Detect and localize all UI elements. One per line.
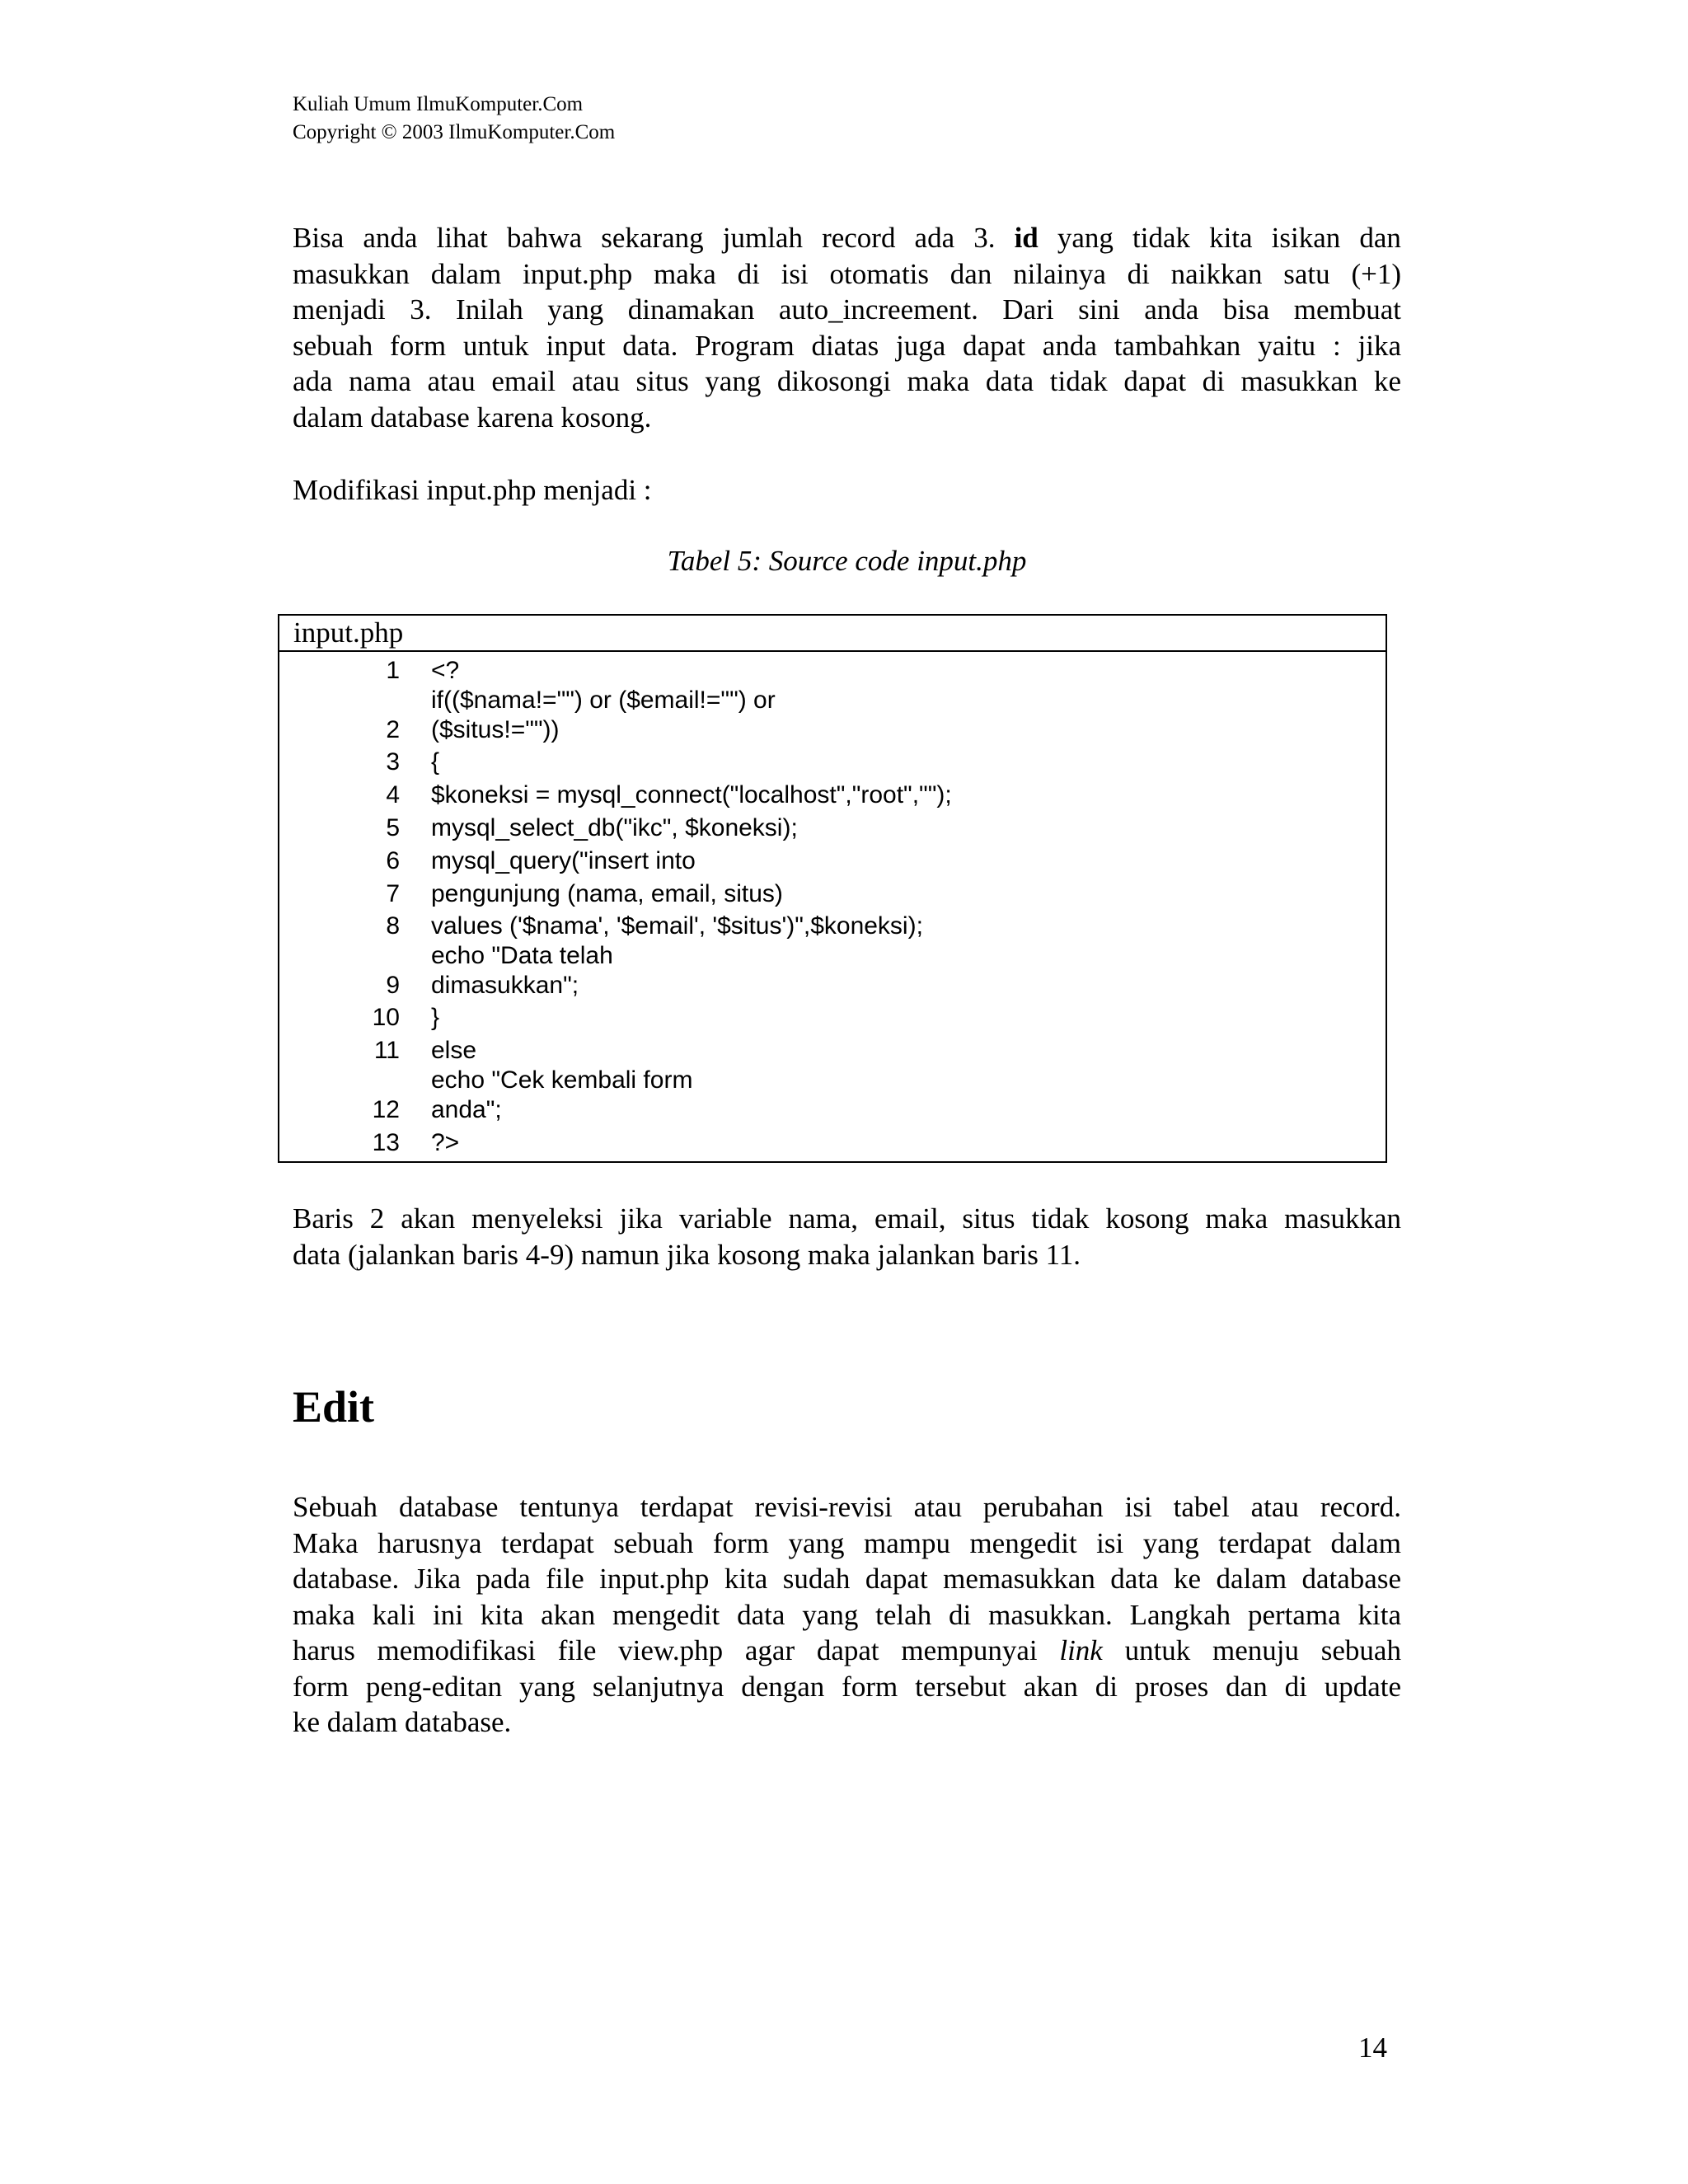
- word: mempunyai: [901, 1634, 1038, 1666]
- code-text: dimasukkan";: [431, 972, 579, 999]
- code-line: [279, 911, 1386, 942]
- code-text: anda";: [431, 1096, 502, 1123]
- paragraph-line: Maka harusnya terdapat sebuah form yang mampu mengedit isi yang terdapat dalam: [293, 1526, 1401, 1559]
- header-line-1: Kuliah Umum IlmuKomputer.Com: [293, 93, 584, 115]
- code-text: mysql_query("insert into: [431, 847, 696, 874]
- line-number: 2: [386, 716, 400, 743]
- code-line: [279, 1035, 1386, 1066]
- paragraph-line: ada nama atau email atau situs yang dikosongi maka data tidak dapat di masukkan ke: [293, 365, 1401, 397]
- word: isikan: [1271, 222, 1341, 254]
- code-text: {: [431, 748, 440, 776]
- line-number: 12: [372, 1096, 400, 1123]
- code-text: pengunjung (nama, email, situs): [431, 880, 783, 907]
- paragraph-line: [293, 1633, 1401, 1669]
- line-number: 7: [386, 880, 400, 907]
- word: jumlah: [722, 222, 803, 254]
- code-line: [279, 747, 1386, 778]
- code-line: [279, 1094, 1386, 1126]
- paragraph-line: dalam database karena kosong.: [293, 401, 652, 434]
- word: record: [822, 222, 896, 254]
- word: kita: [1209, 222, 1253, 254]
- code-text: mysql_select_db("ikc", $koneksi);: [431, 814, 798, 841]
- code-table-header: input.php: [279, 616, 1386, 652]
- line-number: 1: [386, 657, 400, 684]
- paragraph-edit: [293, 1489, 1401, 1741]
- code-text: values ('$nama', '$email', '$situs')",$koneksi);: [431, 912, 923, 940]
- code-text: echo "Cek kembali form: [431, 1066, 693, 1094]
- header-line-2: Copyright © 2003 IlmuKomputer.Com: [293, 121, 616, 143]
- table-caption: Tabel 5: Source code input.php: [667, 545, 1027, 577]
- code-text: $koneksi = mysql_connect("localhost","root","");: [431, 781, 952, 808]
- paragraph-line: Baris 2 akan menyeleksi jika variable nama, email, situs tidak kosong maka masukkan: [293, 1202, 1401, 1235]
- code-line: [279, 940, 1386, 972]
- paragraph-line: sebuah form untuk input data. Program diatas juga dapat anda tambahkan yaitu : jika: [293, 329, 1401, 362]
- word: yang: [1057, 222, 1114, 254]
- paragraph-line: [293, 220, 1401, 256]
- word: tidak: [1132, 222, 1190, 254]
- code-text: ($situs!="")): [431, 716, 560, 743]
- code-line: [279, 780, 1386, 811]
- line-number: 6: [386, 847, 400, 874]
- word: untuk: [1124, 1634, 1191, 1666]
- word: anda: [363, 222, 418, 254]
- source-code-table: [278, 614, 1387, 1163]
- paragraph-line: masukkan dalam input.php maka di isi otomatis dan nilainya di naikkan satu (+1): [293, 257, 1401, 290]
- page-number: 14: [1358, 2032, 1387, 2064]
- code-line: [279, 655, 1386, 687]
- code-text: else: [431, 1037, 477, 1064]
- code-text: }: [431, 1004, 440, 1031]
- line-number: 11: [373, 1037, 400, 1064]
- code-line: [279, 1127, 1386, 1159]
- line-number: 10: [372, 1004, 400, 1031]
- line-number: 3: [386, 748, 400, 776]
- code-line: [279, 1065, 1386, 1096]
- bold-word: id: [1014, 222, 1039, 254]
- word: harus: [293, 1634, 355, 1666]
- code-line: [279, 1002, 1386, 1033]
- paragraph-auto-increment: [293, 220, 1401, 435]
- paragraph-line: maka kali ini kita akan mengedit data yang telah di masukkan. Langkah pertama kita: [293, 1598, 1401, 1631]
- code-text: ?>: [431, 1129, 460, 1156]
- paragraph-explanation: [293, 1201, 1401, 1272]
- code-text: echo "Data telah: [431, 942, 613, 969]
- paragraph-line: Sebuah database tentunya terdapat revisi-revisi atau perubahan isi tabel atau record.: [293, 1491, 1401, 1523]
- line-number: 13: [372, 1129, 400, 1156]
- word: menuju: [1212, 1634, 1300, 1666]
- code-line: [279, 715, 1386, 746]
- section-heading: Edit: [293, 1382, 375, 1432]
- italic-word: link: [1059, 1634, 1103, 1666]
- word: memodifikasi: [377, 1634, 537, 1666]
- code-text: <?: [431, 657, 460, 684]
- word: view.php: [618, 1634, 724, 1666]
- paragraph-modifikasi: Modifikasi input.php menjadi :: [293, 474, 652, 506]
- code-line: [279, 813, 1386, 844]
- paragraph-line: database. Jika pada file input.php kita sudah dapat memasukkan data ke dalam database: [293, 1563, 1401, 1595]
- word: sekarang: [601, 222, 704, 254]
- word: file: [557, 1634, 597, 1666]
- line-number: 4: [386, 781, 400, 808]
- code-line: [279, 970, 1386, 1001]
- line-number: 9: [386, 972, 400, 999]
- code-line: [279, 879, 1386, 910]
- word: dan: [1359, 222, 1401, 254]
- word: dapat: [816, 1634, 879, 1666]
- word: bahwa: [506, 222, 583, 254]
- word: ada: [914, 222, 955, 254]
- code-text: if(($nama!="") or ($email!="") or: [431, 687, 776, 714]
- word: Bisa: [293, 222, 345, 254]
- paragraph-line: ke dalam database.: [293, 1706, 512, 1738]
- word: lihat: [436, 222, 488, 254]
- paragraph-line: menjadi 3. Inilah yang dinamakan auto_increement. Dari sini anda bisa membuat: [293, 293, 1401, 326]
- code-line: [279, 685, 1386, 716]
- line-number: 8: [386, 912, 400, 940]
- code-line: [279, 846, 1386, 877]
- word: agar: [744, 1634, 795, 1666]
- paragraph-line: data (jalankan baris 4-9) namun jika kosong maka jalankan baris 11.: [293, 1238, 1081, 1271]
- line-number: 5: [386, 814, 400, 841]
- page-header: [293, 91, 615, 147]
- paragraph-line: form peng-editan yang selanjutnya dengan form tersebut akan di proses dan di update: [293, 1670, 1401, 1703]
- word: 3.: [973, 222, 996, 254]
- word: sebuah: [1320, 1634, 1401, 1666]
